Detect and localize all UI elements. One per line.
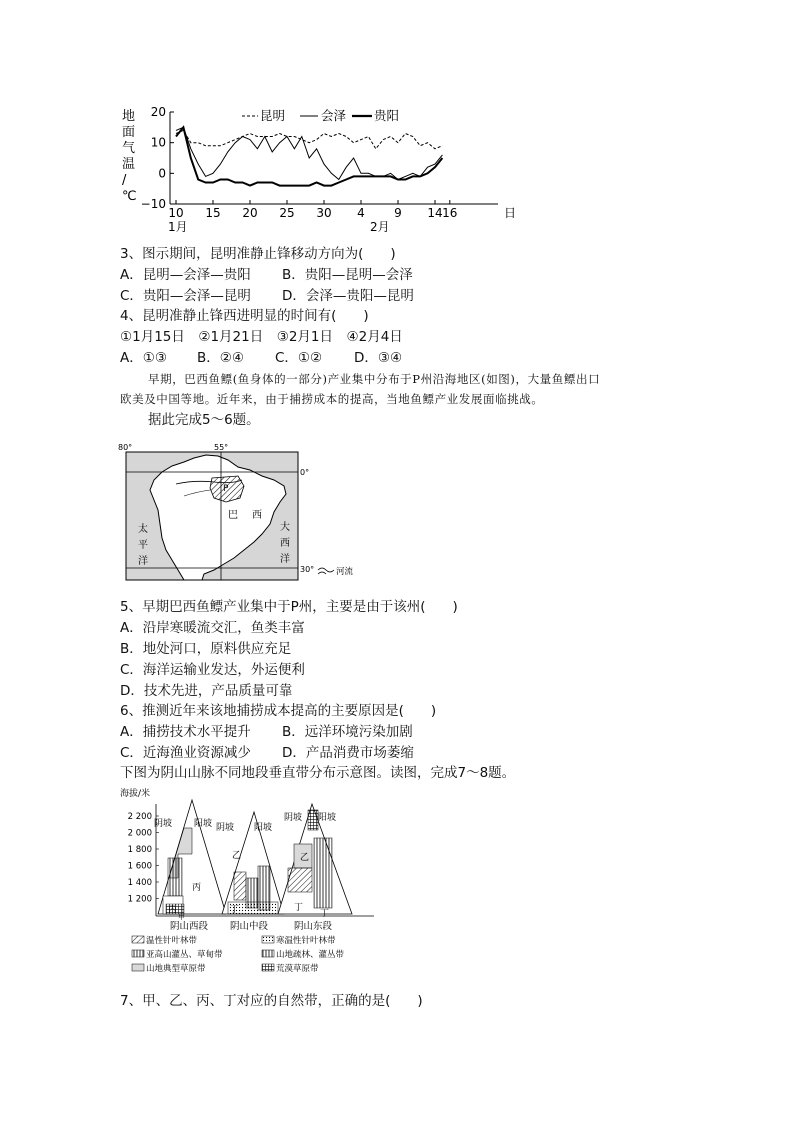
q4-option-c: C．①② bbox=[275, 350, 323, 366]
q4-option-d: D．③④ bbox=[354, 350, 403, 366]
question-6: 6、推测近年来该地捕捞成本提高的主要原因是( ) bbox=[120, 703, 437, 719]
shady-slope-label: 阴坡 bbox=[216, 823, 235, 833]
river-legend-label: 河流 bbox=[336, 567, 354, 577]
lon-label-80: 80° bbox=[118, 443, 133, 452]
passage-line-2: 欧美及中国等地。近年来，由于捕捞成本的提高，当地鱼鳔产业发展面临挑战。 bbox=[120, 392, 544, 406]
question-7: 7、甲、乙、丙、丁对应的自然带，正确的是( ) bbox=[120, 993, 423, 1009]
mountain-east bbox=[278, 804, 352, 919]
q4-option-b: B．②④ bbox=[197, 350, 244, 366]
sunny-slope-label: 阳坡 bbox=[254, 823, 273, 833]
x-tick-label: 16 bbox=[442, 206, 458, 220]
y-tick-label: −10 bbox=[140, 197, 166, 211]
brazil-label-2: 西 bbox=[252, 510, 262, 521]
pacific-label-2: 平 bbox=[138, 540, 148, 551]
chart-ylabel-char: / bbox=[122, 173, 127, 188]
x-tick-label: 20 bbox=[242, 206, 258, 220]
sunny-slope-label: 阳坡 bbox=[318, 813, 337, 823]
q3-option-b: B．贵阳—昆明—会泽 bbox=[282, 267, 413, 283]
month-label-jan: 1月 bbox=[168, 220, 188, 234]
zone-yi-east: 乙 bbox=[300, 853, 310, 863]
p-label: P bbox=[223, 484, 229, 494]
mountain-y-tick-label: 1 600 bbox=[127, 861, 152, 872]
legend-mountain-woodland: 山地疏林、灌丛带 bbox=[276, 950, 345, 960]
question-3: 3、图示期间，昆明准静止锋移动方向为( ) bbox=[120, 246, 396, 262]
passage-line-1: 早期，巴西鱼鳔(鱼身体的一部分)产业集中分布于P州沿海地区(如图)，大量鱼鳔出口 bbox=[148, 372, 601, 386]
y-tick-label: 20 bbox=[150, 105, 166, 119]
temperature-chart bbox=[118, 104, 538, 236]
q5-option-a: A．沿岸寒暖流交汇，鱼类丰富 bbox=[120, 620, 305, 636]
legend-huize: 会泽 bbox=[321, 108, 347, 123]
mountain-west bbox=[154, 800, 226, 921]
zone-ding-east-right: 丁 bbox=[320, 909, 330, 919]
q5-option-c: C．海洋运输业发达，外运便利 bbox=[120, 662, 305, 678]
zone-bing-west-left: 丙 bbox=[168, 905, 178, 915]
sunny-slope-label: 阳坡 bbox=[194, 819, 213, 829]
river-legend-icon bbox=[318, 568, 334, 572]
q3-option-a: A．昆明—会泽—贵阳 bbox=[120, 267, 251, 283]
chart-axes bbox=[170, 112, 498, 204]
chart-ylabel-char: ℃ bbox=[122, 189, 137, 204]
zone-jia-west: 甲 bbox=[178, 913, 185, 921]
shady-slope-label: 阴坡 bbox=[154, 819, 173, 829]
pacific-label-3: 洋 bbox=[138, 556, 148, 567]
brazil-label-1: 巴 bbox=[228, 510, 238, 521]
legend-temperate-conifer: 温性针叶林带 bbox=[146, 936, 198, 946]
q6-option-b: B．远洋环境污染加剧 bbox=[282, 724, 413, 740]
lat-label-0: 0° bbox=[300, 468, 310, 477]
chart-legend bbox=[242, 108, 399, 123]
mountain-y-tick-label: 1 200 bbox=[127, 894, 152, 905]
series-line-dashed bbox=[176, 130, 442, 148]
q4-choices: ①1月15日 ②1月21日 ③2月1日 ④2月4日 bbox=[120, 329, 403, 345]
chart-ylabel-char: 气 bbox=[122, 141, 136, 156]
mountain-ylabel: 海拔/米 bbox=[120, 789, 151, 799]
mountain-y-tick-label: 1 800 bbox=[127, 845, 152, 855]
shady-slope-label: 阴坡 bbox=[284, 813, 303, 823]
legend-guiyang: 贵阳 bbox=[374, 108, 400, 123]
atlantic-label-2: 西 bbox=[280, 538, 290, 549]
q5-option-b: B．地处河口，原料供应充足 bbox=[120, 641, 292, 657]
q6-option-d: D．产品消费市场萎缩 bbox=[282, 745, 414, 761]
zone-yi-middle: 乙 bbox=[232, 851, 242, 861]
x-tick-label: 25 bbox=[279, 206, 295, 220]
legend-desert-steppe: 荒漠草原带 bbox=[276, 964, 319, 974]
zone-ding-east-left: 丁 bbox=[294, 903, 304, 913]
x-tick-label: 30 bbox=[316, 206, 332, 220]
chart-ylabel bbox=[122, 108, 137, 204]
chart-ylabel-char: 温 bbox=[122, 157, 136, 172]
lon-label-55: 55° bbox=[214, 443, 229, 452]
x-tick-label: 15 bbox=[205, 206, 221, 220]
mountain-legend bbox=[132, 935, 345, 974]
q6-option-c: C．近海渔业资源减少 bbox=[120, 745, 251, 761]
x-tick-label: 4 bbox=[357, 206, 365, 220]
chart-x-ticks bbox=[168, 200, 457, 220]
question-4: 4、昆明准静止锋西进明显的时间有( ) bbox=[120, 308, 369, 324]
x-tick-label: 14 bbox=[427, 206, 443, 220]
y-tick-label: 0 bbox=[158, 166, 166, 181]
chart-series bbox=[176, 127, 442, 185]
chart-ylabel-char: 面 bbox=[122, 125, 136, 140]
atlantic-label-1: 大 bbox=[280, 522, 290, 533]
mountain-y-tick-label: 2 200 bbox=[127, 812, 152, 822]
chart-ylabel-char: 地 bbox=[122, 109, 136, 124]
section-west-label: 阴山西段 bbox=[170, 921, 209, 932]
intro-5-6: 据此完成5～6题。 bbox=[148, 412, 260, 428]
pacific-label-1: 太 bbox=[138, 524, 148, 535]
intro-7-8: 下图为阴山山脉不同地段垂直带分布示意图。读图，完成7～8题。 bbox=[120, 765, 516, 781]
chart-y-ticks bbox=[141, 105, 174, 211]
x-tick-label: 10 bbox=[168, 206, 184, 220]
lat-label-30: 30° bbox=[300, 565, 315, 574]
series-line-thick bbox=[176, 127, 442, 185]
south-america-map bbox=[114, 440, 354, 584]
mountain-y-tick-label: 1 400 bbox=[127, 878, 152, 888]
q6-option-a: A．捕捞技术水平提升 bbox=[120, 724, 251, 740]
legend-typical-steppe: 山地典型草原带 bbox=[146, 964, 206, 974]
zone-ding-middle: 丁 bbox=[230, 905, 240, 915]
q5-option-d: D．技术先进，产品质量可靠 bbox=[120, 683, 293, 699]
question-5: 5、早期巴西鱼鳔产业集中于P州，主要是由于该州( ) bbox=[120, 599, 458, 615]
atlantic-label-3: 洋 bbox=[280, 554, 290, 565]
month-label-feb: 2月 bbox=[370, 220, 390, 234]
mountain-middle bbox=[216, 812, 284, 915]
x-tick-label: 9 bbox=[394, 206, 402, 220]
series-line-thin bbox=[176, 127, 442, 179]
q3-option-d: D．会泽—贵阳—昆明 bbox=[282, 288, 414, 304]
section-east-label: 阴山东段 bbox=[294, 921, 333, 932]
q3-option-c: C．贵阳—会泽—昆明 bbox=[120, 288, 251, 304]
yinshan-vertical-zones-diagram bbox=[118, 786, 378, 986]
chart-x-unit: 日 bbox=[504, 206, 517, 220]
y-tick-label: 10 bbox=[150, 135, 166, 150]
legend-subalpine-shrub: 亚高山灌丛、草甸带 bbox=[146, 950, 223, 960]
zone-bing-west-right: 丙 bbox=[192, 883, 202, 893]
q4-option-a: A．①③ bbox=[120, 350, 167, 366]
legend-cold-temperate-conifer: 寒温性针叶林带 bbox=[276, 936, 336, 946]
legend-kunming: 昆明 bbox=[260, 108, 286, 123]
section-middle-label: 阴山中段 bbox=[230, 921, 269, 932]
mountain-y-tick-label: 2 000 bbox=[127, 828, 152, 839]
